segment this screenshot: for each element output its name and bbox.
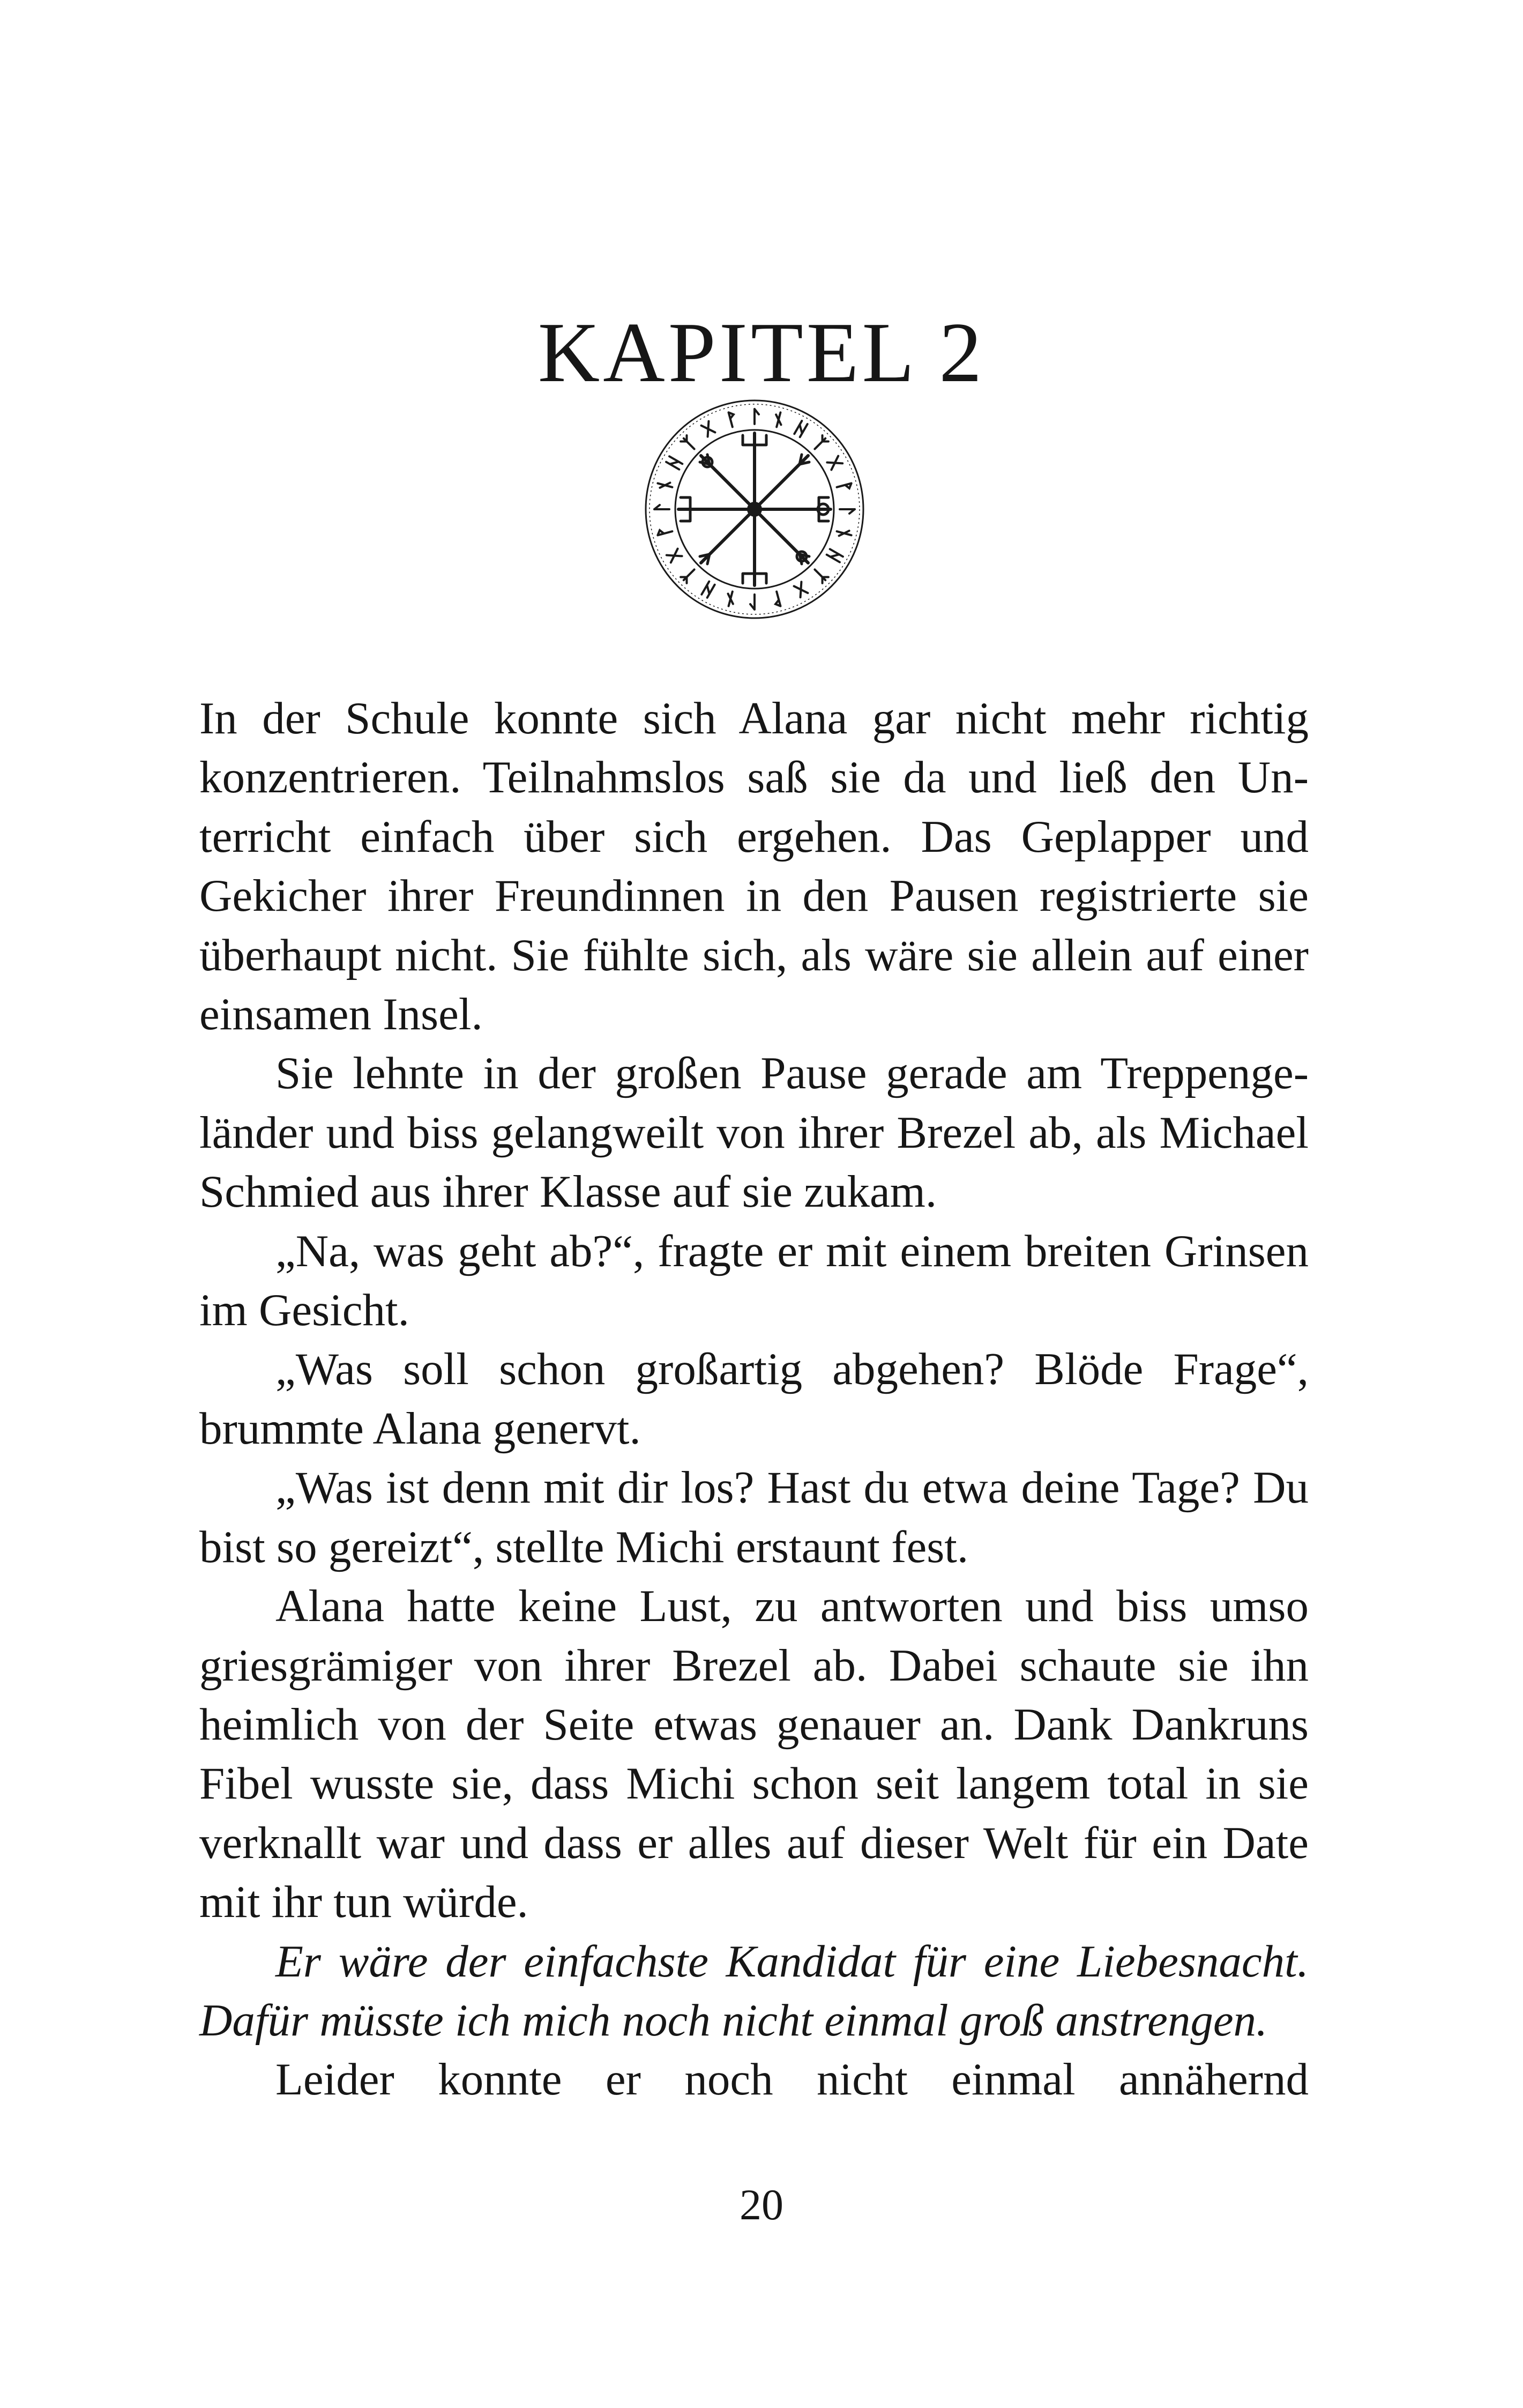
rune-glyph: [729, 411, 737, 427]
rune-glyph: [750, 594, 755, 610]
paragraph: Leider konnte er noch nicht einmal annähernd: [275, 2054, 1309, 2105]
rune-glyph: [666, 456, 682, 469]
chapter-body: [199, 689, 1309, 2109]
inner-thought-paragraph: Er wäre der einfachste Kandidat für eine Liebesnacht. Dafür müsste ich mich noch nicht einmal groß anstrengen.: [199, 1936, 1309, 2046]
page-number: 20: [740, 2180, 783, 2229]
rune-glyph: [701, 582, 714, 598]
rune-glyph: [656, 527, 672, 535]
rune-glyph: [840, 509, 855, 514]
chapter-title: KAPITEL 2: [537, 304, 986, 400]
paragraph: „Was soll schon großartig abgehen? Blöde Frage“, brummte Alana genervt.: [199, 1344, 1309, 1454]
rune-glyph: [681, 435, 697, 452]
rune-glyph: [827, 456, 842, 470]
rune-glyph: [794, 582, 808, 597]
rune-glyph: [681, 567, 697, 583]
vegvisir-rune-compass-icon: [641, 396, 868, 623]
paragraph: In der Schule konnte sich Alana gar nicht mehr richtig konzentrieren. Teilnahmslos saß sie da und ließ den Unterricht einfach über sich ergehen. Das Geplapper und Gekicher ihrer Freundinnen in den Pausen registrierte sie überhaupt nicht. Sie fühlte sich, als wäre sie allein auf einer einsamen Insel.: [199, 693, 1309, 1040]
rune-glyph: [812, 567, 828, 583]
rune-glyph: [794, 421, 807, 437]
rune-glyph: [701, 421, 715, 437]
paragraph: „Was ist denn mit dir los? Hast du etwa deine Tage? Du bist so gereizt“, stellte Michi erstaunt fest.: [199, 1462, 1309, 1572]
rune-glyph: [772, 592, 780, 607]
paragraph: Sie lehnte in der großen Pause gerade am Treppengeländer und biss gelangweilt von ihrer Brezel ab, als Michael Schmied aus ihrer Klasse auf sie zukam.: [199, 1048, 1309, 1217]
rune-glyph: [654, 505, 669, 509]
rune-glyph: [812, 435, 828, 452]
rune-glyph: [836, 527, 853, 539]
rune-glyph: [755, 409, 759, 424]
rune-glyph: [837, 484, 853, 492]
rune-glyph: [667, 549, 682, 563]
rune-glyph: [827, 549, 843, 562]
rune-glyph: [773, 412, 784, 428]
paragraph: Alana hatte keine Lust, zu antworten und biss umso griesgrämiger von ihrer Brezel ab. Dabei schaute sie ihn heimlich von der Seite etwas genauer an. Dank Dankruns Fibel wusste sie, dass Michi schon seit langem total in sie verknallt war und dass er alles auf dieser Welt für ein Date mit ihr tun würde.: [199, 1581, 1309, 1928]
rune-glyph: [725, 591, 736, 607]
paragraph: „Na, was geht ab?“, fragte er mit einem breiten Grinsen im Gesicht.: [199, 1225, 1309, 1336]
rune-glyph: [657, 480, 674, 491]
